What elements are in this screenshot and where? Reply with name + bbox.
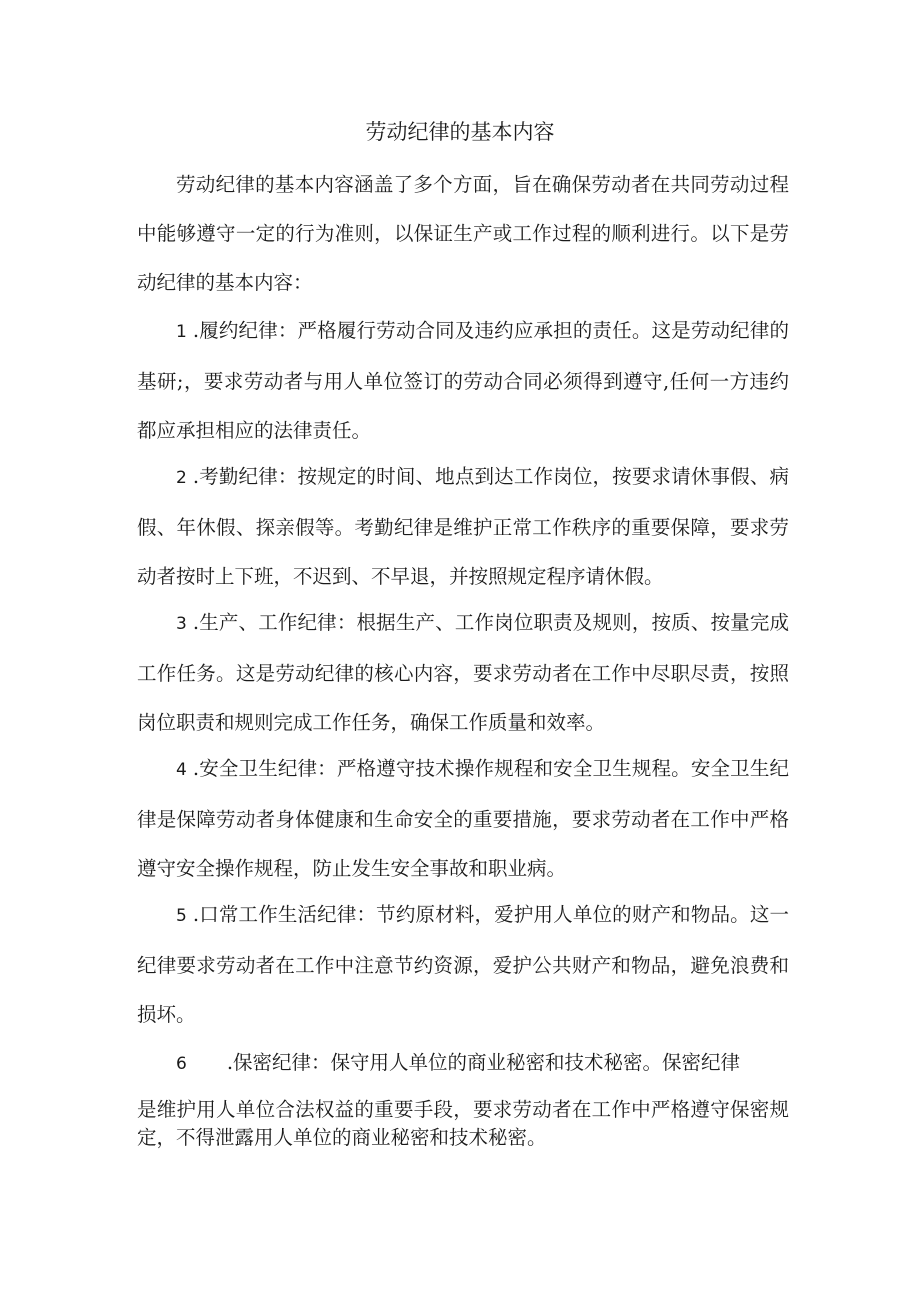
intro-paragraph: 劳动纪律的基本内容涵盖了多个方面，旨在确保劳动者在共同劳动过程中能够遵守一定的行为准则，以保证生产或工作过程的顺利进行。以下是劳动纪律的基本内容： [137,173,789,294]
item-text: .口常工作生活纪律：节约原材料，爱护用人单位的财产和物品。这一纪律要求劳动者在工作中注意节约资源，爱护公共财产和物品，避免浪费和损坏。 [137,903,789,1026]
item-number: 5 [176,906,187,926]
list-item [137,452,789,601]
item-number: 6 [176,1054,187,1074]
item-number: 2 [176,468,187,488]
item-text: .保密纪律：保守用人单位的商业秘密和技术秘密。保密纪律 [226,1051,741,1074]
list-item-continuation: 是维护用人单位合法权益的重要手段，要求劳动者在工作中严格遵守保密规定，不得泄露用人单位的商业秘密和技术秘密。 [137,1098,789,1149]
list-item [137,1038,789,1089]
item-number: 1 [176,322,187,342]
item-text: .生产、工作纪律：根据生产、工作岗位职责及规则，按质、按量完成工作任务。这是劳动纪律的核心内容，要求劳动者在工作中尽职尽责，按照岗位职责和规则完成工作任务，确保工作质量和效率。 [137,611,789,734]
page-title: 劳动纪律的基本内容 [365,120,555,144]
list-item [137,306,789,455]
item-text: .履约纪律：严格履行劳动合同及违约应承担的责任。这是劳动纪律的基研;，要求劳动者与用人单位签订的劳动合同必须得到遵守,任何一方违约都应承担相应的法律责任。 [137,319,789,442]
item-number: 4 [176,760,187,780]
item-text: .考勤纪律：按规定的时间、地点到达工作岗位，按要求请休事假、病假、年休假、探亲假等。考勤纪律是维护正常工作秩序的重要保障，要求劳动者按时上下班，不迟到、不早退，并按照规定程序请休假。 [137,465,789,588]
list-item [137,744,789,893]
item-number: 3 [176,614,187,634]
list-item [137,890,789,1039]
item-text: .安全卫生纪律：严格遵守技术操作规程和安全卫生规程。安全卫生纪律是保障劳动者身体健康和生命安全的重要措施，要求劳动者在工作中严格遵守安全操作规程，防止发生安全事故和职业病。 [137,757,789,880]
list-item [137,598,789,747]
